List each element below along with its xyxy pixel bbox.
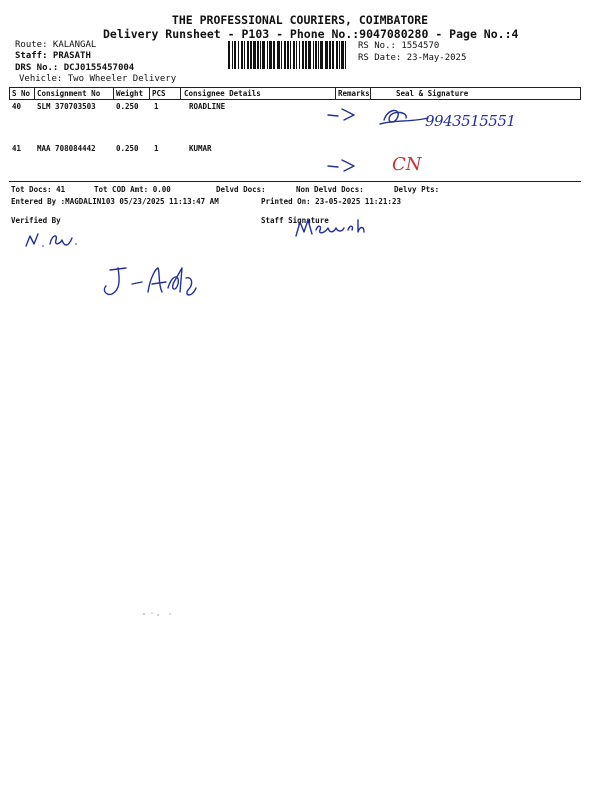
col-divider <box>113 87 114 99</box>
row-consignee: ROADLINE <box>189 102 226 111</box>
header-weight: Weight <box>116 89 144 98</box>
company-title: THE PROFESSIONAL COURIERS, COIMBATORE <box>171 13 429 27</box>
row-consignment: MAA 708084442 <box>37 144 96 153</box>
delivered-docs: Delvd Docs: <box>216 185 266 194</box>
row-consignment: SLM 370703503 <box>37 102 96 111</box>
col-divider <box>149 87 150 99</box>
table-bottom-rule <box>9 181 581 182</box>
verifier-signature <box>96 262 212 302</box>
col-divider <box>335 87 336 99</box>
route-label: Route: KALANGAL <box>15 40 97 50</box>
tot-docs: Tot Docs: 41 <box>11 185 66 194</box>
handwritten-phone: 9943515551 <box>425 112 516 130</box>
header-consignment: Consignment No <box>37 89 101 98</box>
tot-cod-amount: Tot COD Amt: 0.00 <box>94 185 171 194</box>
row-sno: 40 <box>12 102 22 111</box>
signature-scribble <box>378 104 430 132</box>
col-divider <box>180 87 181 99</box>
barcode <box>228 41 348 71</box>
handwritten-initials: CN <box>392 154 422 175</box>
staff-signature <box>292 216 378 240</box>
header-remarks: Remarks <box>338 89 370 98</box>
vehicle-label: Vehicle: Two Wheeler Delivery <box>19 74 177 84</box>
row-sno: 41 <box>12 144 22 153</box>
non-delivered-docs: Non Delvd Docs: <box>296 185 364 194</box>
row-weight: 0.250 <box>116 144 139 153</box>
header-sno: S No <box>12 89 31 98</box>
table-top-rule <box>9 87 581 88</box>
runsheet-title: Delivery Runsheet - P103 - Phone No.:9047080280 - Page No.:4 <box>103 27 519 41</box>
scan-speck <box>140 610 180 618</box>
col-divider <box>370 87 371 99</box>
arrow-icon <box>324 157 360 173</box>
arrow-icon <box>324 106 360 122</box>
row-pcs: 1 <box>154 102 159 111</box>
staff-signature-label: Staff Signature <box>261 216 329 225</box>
header-seal-signature: Seal & Signature <box>396 89 469 98</box>
row-consignee: KUMAR <box>189 144 212 153</box>
staff-label: Staff: PRASATH <box>15 51 91 61</box>
col-divider <box>34 87 35 99</box>
verifier-initials <box>22 228 82 254</box>
rs-number: RS No.: 1554570 <box>358 41 440 51</box>
entered-by: Entered By :MAGDALIN103 05/23/2025 11:13:47 AM <box>11 197 219 206</box>
drs-number: DRS No.: DCJ0155457004 <box>15 63 135 73</box>
table-header-rule <box>9 99 581 100</box>
row-pcs: 1 <box>154 144 159 153</box>
rs-date: RS Date: 23-May-2025 <box>358 53 467 63</box>
header-consignee: Consignee Details <box>184 89 261 98</box>
row-weight: 0.250 <box>116 102 139 111</box>
verified-by-label: Verified By <box>11 216 61 225</box>
header-pcs: PCS <box>152 89 166 98</box>
delivery-points: Delvy Pts: <box>394 185 440 194</box>
col-divider <box>9 87 10 99</box>
printed-on: Printed On: 23-05-2025 11:21:23 <box>261 197 401 206</box>
col-divider <box>580 87 581 99</box>
